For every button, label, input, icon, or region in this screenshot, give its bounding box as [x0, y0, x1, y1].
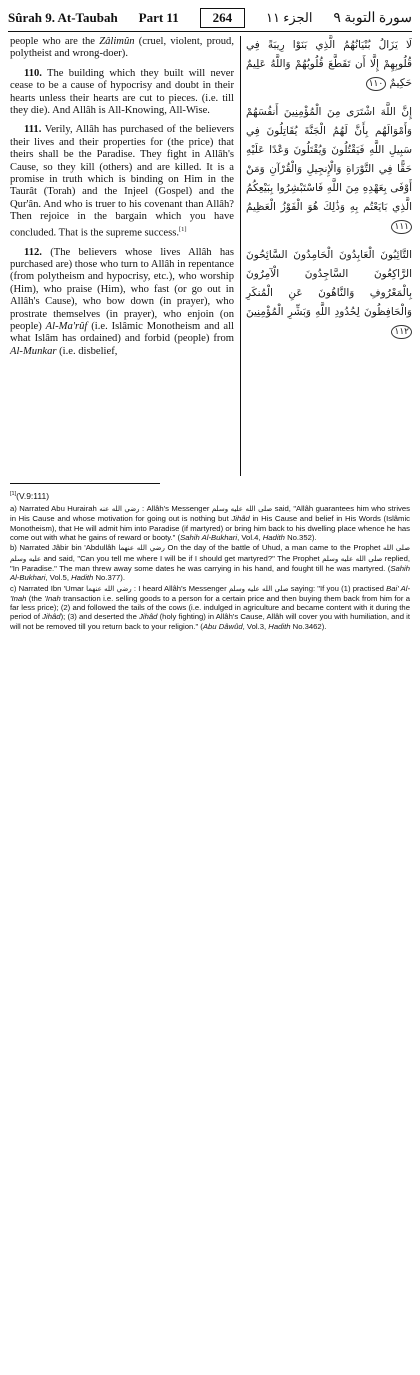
term-jihad: Jihâd [139, 612, 158, 622]
arabic-verse-111 [246, 103, 412, 236]
term-zalimun: Zâlimûn [99, 36, 135, 47]
arabic-surah-title: سورة التوبة ٩ [333, 10, 412, 26]
hadith-label: Hadith [71, 573, 94, 583]
verse-number: 110. [24, 67, 42, 79]
arabic-honorific: رضي الله عنه [99, 505, 140, 514]
footnote-text: b) Narrated Jâbir bin 'Abdullâh [10, 543, 119, 553]
arabic-column [246, 36, 412, 351]
intro-text: people who are the [10, 36, 100, 47]
footnote-text: ); (3) and deserted the [60, 612, 140, 622]
term-jihad: Jihâd [42, 612, 61, 622]
footnote-reference [10, 490, 410, 501]
hadith-label: Hadith [262, 533, 285, 543]
footnote-text: No.3462). [290, 621, 327, 631]
footnote-text: : Allâh's Messenger [139, 504, 212, 514]
verse-text: Verily, Allâh has purchased of the believers their lives and their properties for (the price) that theirs shall be the Paradise. They fight in Allâh's Cause, so they kill (others) and are killed. It is a promise in truth which is binding on Him in the Taurât (Torah) and the Injeel (Gospel) and the Qur'ân. And who is truer to his covenant than Allâh? Then rejoice in the bargain which you have concluded. That is the supreme success. [10, 124, 234, 239]
footnote-text: said, "Allâh guarantees him who strives in His Cause and whose motivation for going out is nothing but [10, 504, 411, 524]
source-title: Sahih Al-Bukhari [180, 533, 238, 543]
term-jihad: Jihâd [231, 514, 250, 524]
footnote-text: No.377). [93, 573, 125, 583]
verse-text: (i.e. disbelief, [56, 345, 118, 357]
arabic-honorific: صلى الله عليه وسلم [211, 505, 273, 514]
term-al-munkar: Al-Munkar [10, 345, 57, 357]
footnote-text: No.352). [284, 533, 317, 543]
arabic-verse-text: إِنَّ اللَّهَ اشْتَرَى مِنَ الْمُؤْمِنِينَ أَنفُسَهُمْ وَأَمْوَالَهُم بِأَنَّ لَهُمُ الْجَنَّةَ يُقَاتِلُونَ فِي سَبِيلِ اللَّهِ فَيَقْتُلُونَ وَيُقْتَلُونَ وَعْدًا عَلَيْهِ حَقًّا فِي التَّوْرَاةِ وَالْإِنجِيلِ وَالْقُرْآنِ وَمَنْ أَوْفَى بِعَهْدِهِ مِنَ اللَّهِ فَاسْتَبْشِرُوا بِبَيْعِكُمُ الَّذِي بَايَعْتُم بِهِ وَذَٰلِكَ هُوَ الْفَوْزُ الْعَظِيمُ [246, 106, 412, 213]
arabic-honorific: رضي الله عنهما [118, 544, 165, 553]
part-label: Part 11 [138, 10, 179, 25]
footnote-marker: [1] [178, 225, 187, 233]
verse-end-mark: ١١٠ [366, 77, 387, 91]
source-title: Abu Dâwûd [202, 621, 243, 631]
footnote-number: [1] [10, 491, 17, 497]
arabic-verse-text: لَا يَزَالُ بُنْيَانُهُمُ الَّذِي بَنَوْا رِيبَةً فِي قُلُوبِهِمْ إِلَّا أَن تَقَطَّعَ قُلُوبُهُمْ وَاللَّهُ عَلِيمٌ حَكِيمٌ [246, 39, 412, 89]
footnote-text: in His Cause and belief in His Words (Islâmic Monotheism), that He will admit him into Paradise (if martyred) or bring him back to his dwelling place whence he has come out with what he gains of reward or booty." ( [10, 514, 411, 543]
footnote-text: (holy fighting) in Allâh's Cause, Allâh will cover you with humiliation, and it will not be removed till you return back to your religion." ( [10, 612, 411, 631]
page-header [8, 6, 412, 30]
footnote-rule [10, 483, 160, 484]
footnote-text: On the day of the battle of Uhud, a man came to the Prophet [164, 543, 384, 553]
footnotes [10, 490, 410, 632]
footnote-text: , Vol.4, [237, 533, 263, 543]
footnote-c [10, 584, 410, 631]
footnote-text: replied, "In Paradise." The man threw away some dates he was carrying in his hand, and fought till he was martyred. ( [10, 553, 410, 573]
source-title: Sahih Al-Bukhari [10, 563, 410, 583]
verse-number: 111. [24, 124, 42, 136]
footnote-text: , Vol.5, [45, 573, 72, 583]
footnote-text: a) Narrated Abu Hurairah [10, 504, 100, 514]
arabic-verse-112 [246, 246, 412, 341]
surah-title: Sûrah 9. At-Taubah [8, 10, 118, 25]
footnote-a [10, 504, 410, 542]
footnote-text: c) Narrated Ibn 'Umar [10, 583, 87, 593]
term-inah: 'Inah [44, 593, 61, 603]
arabic-honorific: رضي الله عنهما [86, 584, 132, 593]
footnote-text: and said, "Can you tell me where I will be if I should get martyred?" The Prophet [41, 553, 323, 563]
footnote-text: (the [26, 593, 45, 603]
hadith-label: Hadith [268, 621, 291, 631]
verse-text: (The believers whose lives Allâh has purchased are) those who turn to Allâh in repentance (from polytheism and hypocrisy, etc.), who worship (Him), who praise (Him), who fast (or go out in Allâh's Cause), who bow down (in prayer), who prostrate themselves (in prayer), who enjoin (on people) [10, 246, 234, 333]
verse-112 [10, 247, 234, 359]
verse-text: The building which they built will never cease to be a cause of hypocrisy and doubt in their hearts unless their hearts are cut to pieces. (i.e. till they die). And Allâh is All-Knowing, All-Wise. [10, 67, 234, 117]
verse-text: (i.e. Islâmic Monotheism and all what Islâm has ordained) and forbid (people) from [10, 321, 234, 345]
intro-paragraph [10, 36, 234, 61]
arabic-verse-text: التَّائِبُونَ الْعَابِدُونَ الْحَامِدُونَ السَّائِحُونَ الرَّاكِعُونَ السَّاجِدُونَ الْآمِرُونَ بِالْمَعْرُوفِ وَالنَّاهُونَ عَنِ الْمُنكَرِ وَالْحَافِظُونَ لِحُدُودِ اللَّهِ وَبَشِّرِ الْمُؤْمِنِينَ [246, 249, 412, 318]
term-al-maruf: Al-Ma'rûf [45, 321, 88, 333]
column-divider [240, 36, 241, 476]
arabic-honorific: صلى الله عليه وسلم [10, 544, 411, 563]
footnote-b [10, 543, 410, 582]
verse-end-mark: ١١١ [391, 220, 412, 234]
verse-111 [10, 124, 234, 239]
header-rule [8, 31, 412, 32]
footnote-text: transaction i.e. selling goods to a person for a certain price and then buying them back from him for a far less price); (2) and followed the tails of the cows (i.e. indulged in agriculture and became content with it during the period of [10, 593, 410, 622]
verse-110 [10, 68, 234, 118]
arabic-verse-110 [246, 36, 412, 93]
arabic-honorific: صلى الله عليه وسلم [228, 584, 289, 593]
footnote-text: , Vol.3, [242, 621, 269, 631]
verse-end-mark: ١١٢ [391, 325, 412, 339]
english-column [10, 36, 234, 365]
footnote-text: : I heard Allâh's Messenger [131, 583, 229, 593]
verse-number: 112. [24, 246, 42, 258]
arabic-part-label: الجزء ١١ [266, 10, 313, 25]
page-number: 264 [200, 8, 246, 28]
footnote-verse-ref: (V.9:111) [16, 490, 50, 501]
term-bai-al-inah: Bai' Al-'Inah [10, 583, 411, 603]
arabic-honorific: صلى الله عليه وسلم [322, 554, 383, 563]
footnote-text: saying: "If you (1) practised [288, 583, 387, 593]
intro-text-end: (cruel, violent, proud, polytheist and wrong-doer). [10, 36, 234, 60]
